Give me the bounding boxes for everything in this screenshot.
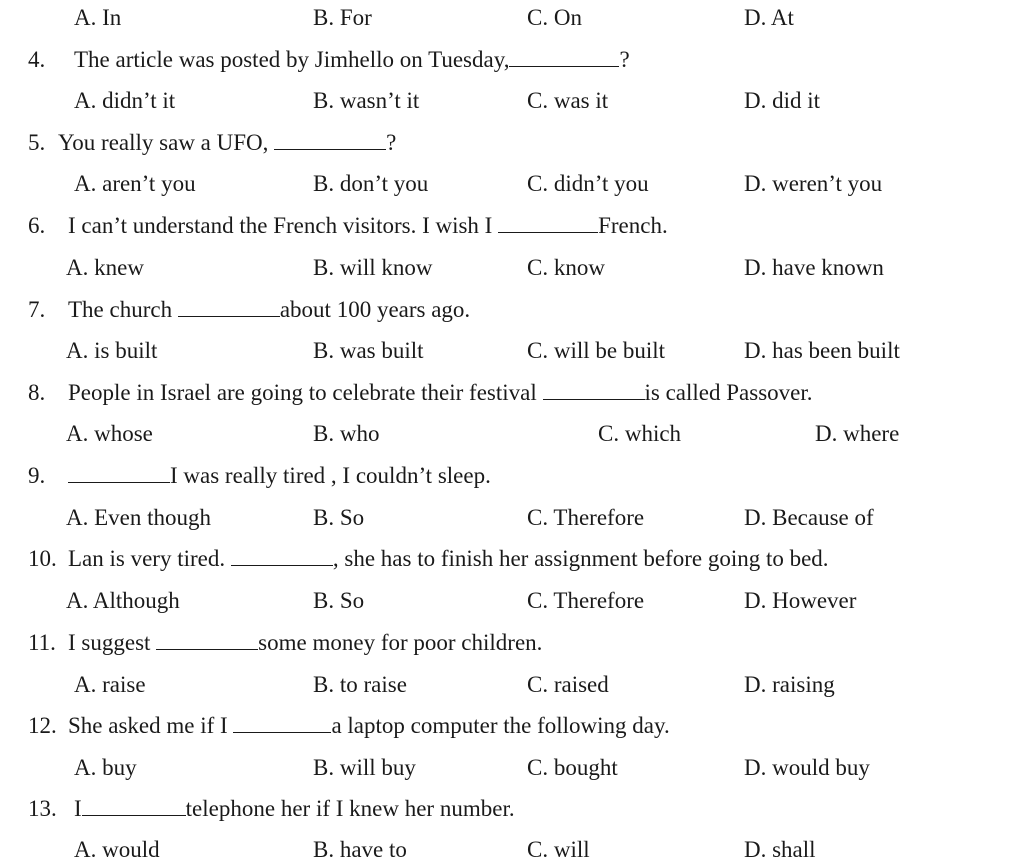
question-text-before: I [74,796,82,821]
question-5 [0,131,1024,173]
option-d: D. Because of [744,505,874,530]
question-text-after: , she has to finish her assignment before going to bed. [332,546,829,571]
option-d: D. would buy [744,755,870,780]
options-row-q6 [0,256,1024,286]
question-text-before: I suggest [68,630,151,655]
question-number: 10. [28,546,57,571]
question-text [74,797,515,820]
options-row-q9 [0,506,1024,536]
question-text-before: She asked me if I [68,713,228,738]
question-text-after: telephone her if I knew her number. [185,796,515,821]
option-d: D. shall [744,837,816,862]
question-text-before: I can’t understand the French visitors. I wish I [68,213,493,238]
options-row-q12 [0,756,1024,786]
question-text-before: The church [68,297,173,322]
question-text-before: You really saw a UFO, [58,130,269,155]
question-10 [0,547,1024,589]
options-row-q7 [0,339,1024,369]
answer-blank [274,131,386,150]
option-d: D. have known [744,255,884,280]
option-d: D. raising [744,672,835,697]
option-c: C. which [598,421,682,446]
question-text [68,714,670,737]
question-number: 11. [28,630,56,655]
question-number: 9. [28,463,46,488]
question-number: 7. [28,297,46,322]
option-a: A. raise [74,672,146,697]
option-a: A. In [74,5,122,30]
option-b: B. will know [313,255,433,280]
question-7 [0,298,1024,340]
question-4 [0,48,1024,90]
question-text [68,631,542,654]
option-c: C. On [527,5,582,30]
answer-blank [82,797,186,816]
question-number: 13. [28,796,57,821]
options-row-q3 [0,6,1024,36]
question-text-after: is called Passover. [644,380,813,405]
option-d: D. However [744,588,857,613]
answer-blank [233,714,331,733]
option-a: A. Although [66,588,180,613]
option-d: D. has been built [744,338,900,363]
option-c: C. Therefore [527,588,645,613]
option-c: C. know [527,255,605,280]
question-text-after: some money for poor children. [258,630,543,655]
question-text [68,214,668,237]
options-row-q8 [0,422,1024,452]
option-b: B. don’t you [313,171,429,196]
option-b: B. So [313,505,365,530]
answer-blank [543,381,645,400]
question-text-before: The article was posted by Jimhello on Tuesday, [74,47,510,72]
option-b: B. have to [313,837,407,862]
options-row-q11 [0,673,1024,703]
question-number: 8. [28,380,46,405]
option-a: A. didn’t it [74,88,176,113]
option-b: B. wasn’t it [313,88,420,113]
question-text [68,547,829,570]
question-text-after: French. [598,213,668,238]
question-text [74,48,630,71]
options-row-q5 [0,172,1024,202]
question-8 [0,381,1024,423]
question-number: 12. [28,713,57,738]
option-b: B. For [313,5,372,30]
question-text [58,131,396,154]
option-c: C. will [527,837,590,862]
answer-blank [156,631,258,650]
question-12 [0,714,1024,756]
option-c: C. raised [527,672,609,697]
question-text [68,464,491,487]
option-b: B. who [313,421,380,446]
question-text-before: People in Israel are going to celebrate their festival [68,380,537,405]
question-number: 5. [28,130,46,155]
question-11 [0,631,1024,673]
option-c: C. was it [527,88,609,113]
option-c: C. didn’t you [527,171,649,196]
option-c: C. Therefore [527,505,645,530]
question-9 [0,464,1024,506]
option-a: A. whose [66,421,153,446]
option-a: A. buy [74,755,137,780]
question-text-after: ? [386,130,397,155]
question-text [68,298,470,321]
question-text-before: Lan is very tired. [68,546,226,571]
question-13 [0,797,1024,839]
option-b: B. was built [313,338,424,363]
answer-blank [498,214,598,233]
question-text-after: a laptop computer the following day. [331,713,670,738]
option-d: D. did it [744,88,821,113]
option-b: B. So [313,588,365,613]
answer-blank [178,298,280,317]
question-text-after: I was really tired , I couldn’t sleep. [170,463,491,488]
question-text-after: ? [619,47,630,72]
question-number: 6. [28,213,46,238]
option-a: A. knew [66,255,144,280]
question-text-after: about 100 years ago. [279,297,471,322]
option-c: C. will be built [527,338,665,363]
option-d: D. where [815,421,900,446]
answer-blank [231,547,333,566]
options-row-q4 [0,89,1024,119]
option-a: A. would [74,837,160,862]
option-c: C. bought [527,755,618,780]
option-b: B. will buy [313,755,416,780]
question-6 [0,214,1024,256]
options-row-q10 [0,589,1024,619]
question-text [68,381,813,404]
option-a: A. Even though [66,505,212,530]
option-a: A. is built [66,338,158,363]
option-b: B. to raise [313,672,407,697]
answer-blank [509,48,619,67]
answer-blank [68,464,170,483]
options-row-q13 [0,838,1024,868]
option-d: D. weren’t you [744,171,883,196]
question-number: 4. [28,47,46,72]
option-a: A. aren’t you [74,171,196,196]
option-d: D. At [744,5,794,30]
